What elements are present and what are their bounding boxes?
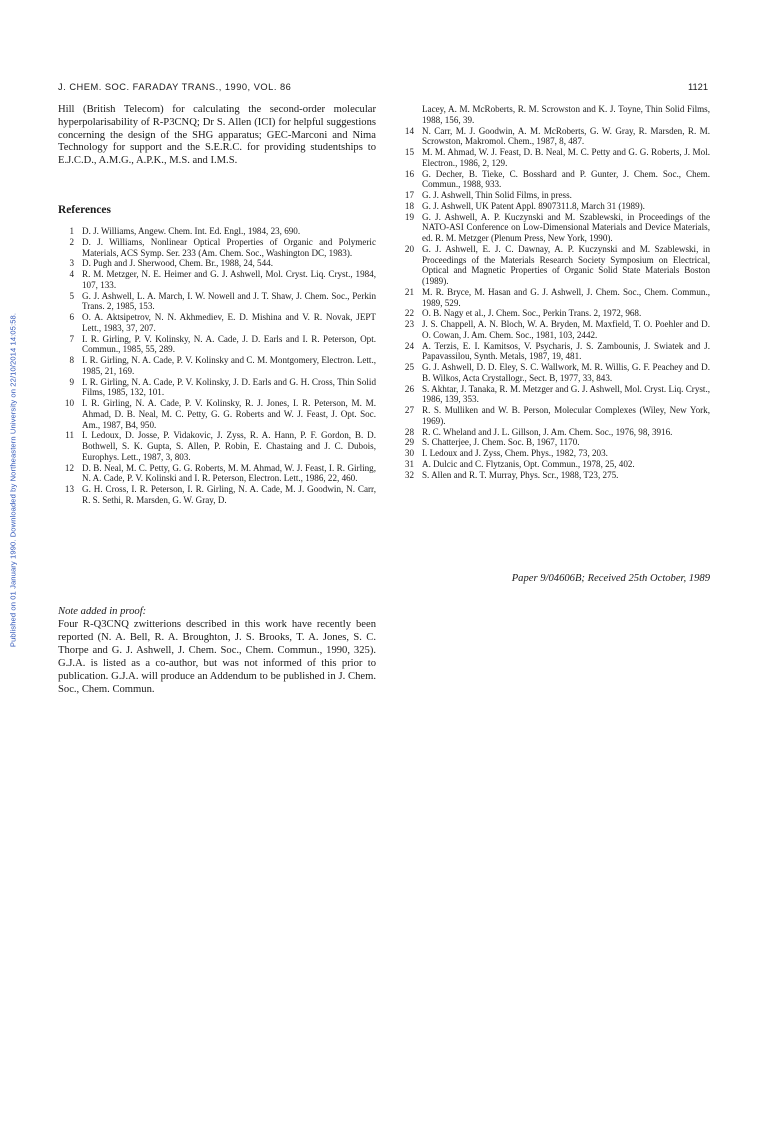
reference-text: I. R. Girling, N. A. Cade, P. V. Kolinsky, R. J. Jones, I. R. Peterson, M. M. Ahmad, D. B. Neal, M. C. Petty, G. G. Roberts and W. J. Feast, J. Opt. Soc. Am., 1987, B4, 950. <box>82 398 376 430</box>
reference-text: G. J. Ashwell, A. P. Kuczynski and M. Szablewski, in Proceedings of the NATO-ASI Conference on Low-Dimensional Materials and Device Materials, ed. R. M. Metzger (Plenum Press, New York, 1990). <box>422 211 710 243</box>
references-heading: References <box>58 204 111 216</box>
reference-list-right <box>398 104 710 480</box>
page-number: 1121 <box>688 82 708 92</box>
reference-item <box>398 147 710 169</box>
reference-item <box>58 258 376 269</box>
reference-item <box>58 398 376 430</box>
reference-text: G. Decher, B. Tieke, C. Bosshard and P. Gunter, J. Chem. Soc., Chem. Commun., 1988, 933. <box>422 168 710 190</box>
reference-number: 32 <box>404 469 414 480</box>
reference-item <box>398 308 710 319</box>
reference-item <box>398 341 710 363</box>
reference-text: J. S. Chappell, A. N. Bloch, W. A. Bryden, M. Maxfield, T. O. Poehler and D. O. Cowan, J. Am. Chem. Soc., 1981, 103, 2442. <box>422 319 710 340</box>
reference-text: R. S. Mulliken and W. B. Person, Molecular Complexes (Wiley, New York, 1969). <box>422 405 710 426</box>
reference-item <box>398 319 710 341</box>
reference-text: M. R. Bryce, M. Hasan and G. J. Ashwell, J. Chem. Soc., Chem. Commun., 1989, 529. <box>422 286 710 308</box>
reference-text: O. B. Nagy et al., J. Chem. Soc., Perkin Trans. 2, 1972, 968. <box>422 308 642 319</box>
reference-text: I. Ledoux, D. Josse, P. Vidakovic, J. Zyss, R. A. Hann, P. F. Gordon, B. D. Bothwell, S. K. Gupta, S. Allen, P. Robin, E. Chastaing and J. C. Dubois, Europhys. Lett., 1987, 3, 803. <box>82 430 376 462</box>
reference-number: 29 <box>404 437 414 448</box>
reference-number: 31 <box>404 458 414 469</box>
reference-item-continuation <box>398 104 710 126</box>
note-added-in-proof <box>58 605 376 696</box>
reference-item <box>58 355 376 377</box>
reference-number: 16 <box>404 168 414 179</box>
reference-item <box>58 269 376 291</box>
left-column <box>58 104 376 505</box>
reference-text: S. Akhtar, J. Tanaka, R. M. Metzger and G. J. Ashwell, Mol. Cryst. Liq. Cryst., 1986, 139, 353. <box>422 383 710 405</box>
reference-text: O. A. Aktsipetrov, N. N. Akhmediev, E. D. Mishina and V. R. Novak, JEPT Lett., 1983, 37, 207. <box>82 312 376 333</box>
reference-item <box>398 169 710 191</box>
reference-number: 17 <box>404 190 414 200</box>
reference-number: 11 <box>65 430 74 441</box>
reference-item <box>398 201 710 212</box>
reference-list-left <box>58 226 376 506</box>
reference-number: 13 <box>64 484 74 494</box>
reference-item <box>58 226 376 237</box>
running-header <box>58 82 708 96</box>
reference-text: G. J. Ashwell, E. J. C. Dawnay, A. P. Kuczynski and M. Szablewski, in Proceedings of the Materials Research Society Symposium on Electrical, Optical and Magnetic Properties of Organic Solid State Materials Boston (1989). <box>422 243 710 286</box>
reference-text: S. Chatterjee, J. Chem. Soc. B, 1967, 1170. <box>422 437 580 448</box>
download-watermark-text: Published on 01 January 1990. Downloaded by Northeastern University on 22/10/2014 14:05:58. <box>8 312 18 648</box>
reference-item <box>398 126 710 148</box>
reference-number: 6 <box>69 312 74 322</box>
reference-item <box>398 362 710 384</box>
reference-text: D. J. Williams, Nonlinear Optical Properties of Organic and Polymeric Materials, ACS Symp. Ser. 233 (Am. Chem. Soc., Washington DC, 1983). <box>82 236 376 258</box>
reference-item <box>398 384 710 406</box>
reference-text: R. C. Wheland and J. L. Gillson, J. Am. Chem. Soc., 1976, 98, 3916. <box>422 426 673 437</box>
note-body: Four R-Q3CNQ zwitterions described in this work have recently been reported (N. A. Bell, R. A. Broughton, J. S. Brooks, T. A. Jones, S. C. Thorpe and G. J. Ashwell, J. Chem. Soc., Chem. Commun., 1990, 325). G.J.A. is listed as a co-author, but was not informed of this prior to publication. G.J.A. will produce an Addendum to be published in J. Chem. Soc., Chem. Commun. <box>58 619 376 695</box>
reference-text: N. Carr, M. J. Goodwin, A. M. McRoberts, G. W. Gray, R. Marsden, R. M. Scrowston, Makromol. Chem., 1987, 8, 487. <box>422 125 710 147</box>
reference-text: D. Pugh and J. Sherwood, Chem. Br., 1988, 24, 544. <box>82 258 273 269</box>
reference-number: 14 <box>404 125 414 136</box>
reference-text: I. R. Girling, P. V. Kolinsky, N. A. Cade, J. D. Earls and I. R. Peterson, Opt. Commun., 1985, 55, 289. <box>82 333 376 355</box>
reference-item <box>398 470 710 481</box>
reference-text: Lacey, A. M. McRoberts, R. M. Scrowston and K. J. Toyne, Thin Solid Films, 1988, 156, 39. <box>422 104 710 125</box>
acknowledgement-paragraph: Hill (British Telecom) for calculating the second-order molecular hyperpolarisability of R-P3CNQ; Dr S. Allen (ICI) for helpful suggestions concerning the design of the SHG apparatus; GEC-Marconi and Nima Technology for support and the S.E.R.C. for providing studentships to E.J.C.D., A.M.G., A.P.K., M.S. and I.M.S. <box>58 104 376 167</box>
reference-text: M. M. Ahmad, W. J. Feast, D. B. Neal, M. C. Petty and G. G. Roberts, J. Mol. Electron., 1986, 2, 129. <box>422 147 710 168</box>
reference-number: 7 <box>69 333 74 344</box>
reference-number: 28 <box>404 426 414 437</box>
reference-number: 12 <box>64 462 74 473</box>
reference-number: 26 <box>404 383 414 394</box>
reference-item <box>398 459 710 470</box>
reference-number: 2 <box>69 236 74 247</box>
reference-number: 1 <box>69 226 74 236</box>
reference-text: I. R. Girling, N. A. Cade, P. V. Kolinsky, J. D. Earls and G. H. Cross, Thin Solid Films, 1985, 132, 101. <box>82 376 376 398</box>
reference-text: A. Dulcic and C. Flytzanis, Opt. Commun., 1978, 25, 402. <box>422 458 635 469</box>
reference-number: 4 <box>69 269 74 279</box>
reference-text: G. H. Cross, I. R. Peterson, I. R. Girling, N. A. Cade, M. J. Goodwin, N. Carr, R. S. Sethi, R. Marsden, G. W. Gray, D. <box>82 484 376 505</box>
reference-number: 15 <box>404 147 414 157</box>
reference-number: 3 <box>69 258 74 269</box>
reference-number: 25 <box>404 362 414 372</box>
reference-text: I. R. Girling, N. A. Cade, P. V. Kolinsky and C. M. Montgomery, Electron. Lett., 1985, 21, 169. <box>82 355 376 376</box>
reference-number: 24 <box>404 340 414 351</box>
reference-text: G. J. Ashwell, D. D. Eley, S. C. Wallwork, M. R. Willis, G. F. Peachey and D. B. Wilkos, Acta Crystallogr., Sect. B, 1977, 33, 843. <box>422 362 710 383</box>
reference-item <box>398 212 710 244</box>
reference-text: A. Terzis, E. I. Kamitsos, V. Psycharis, J. S. Zambounis, J. Swiatek and J. Papavassilou, Synth. Metals, 1987, 19, 481. <box>422 340 710 362</box>
reference-text: D. J. Williams, Angew. Chem. Int. Ed. Engl., 1984, 23, 690. <box>82 226 301 236</box>
reference-number: 23 <box>404 319 414 329</box>
reference-number: 22 <box>404 308 414 319</box>
reference-text: R. M. Metzger, N. E. Heimer and G. J. Ashwell, Mol. Cryst. Liq. Cryst., 1984, 107, 133. <box>82 269 376 290</box>
reference-item <box>58 334 376 356</box>
reference-number: 5 <box>69 290 74 301</box>
reference-text: I. Ledoux and J. Zyss, Chem. Phys., 1982, 73, 203. <box>422 448 608 458</box>
reference-item <box>58 291 376 313</box>
reference-number: 18 <box>404 200 414 211</box>
reference-item <box>58 463 376 485</box>
reference-number: 21 <box>404 286 414 297</box>
note-heading: Note added in proof: <box>58 606 147 617</box>
reference-item <box>398 244 710 287</box>
download-watermark <box>6 260 20 700</box>
reference-text: G. J. Ashwell, UK Patent Appl. 8907311.8, March 31 (1989). <box>422 200 645 211</box>
reference-number: 9 <box>69 376 74 387</box>
reference-number: 27 <box>404 405 414 415</box>
reference-item <box>58 377 376 399</box>
reference-text: D. B. Neal, M. C. Petty, G. G. Roberts, M. M. Ahmad, W. J. Feast, I. R. Girling, N. A. Cade, P. V. Kolinski and I. R. Peterson, Electron. Lett., 1986, 22, 460. <box>82 462 376 484</box>
reference-item <box>58 237 376 259</box>
reference-item <box>398 448 710 459</box>
journal-citation: J. CHEM. SOC. FARADAY TRANS., 1990, VOL. 86 <box>58 82 292 92</box>
reference-item <box>58 484 376 506</box>
reference-item <box>398 405 710 427</box>
reference-item <box>398 437 710 448</box>
reference-text: G. J. Ashwell, L. A. March, I. W. Nowell and J. T. Shaw, J. Chem. Soc., Perkin Trans. 2, 1985, 153. <box>82 290 376 312</box>
reference-number: 19 <box>404 211 414 222</box>
reference-number: 20 <box>404 243 414 254</box>
reference-text: S. Allen and R. T. Murray, Phys. Scr., 1988, T23, 275. <box>422 469 619 480</box>
reference-item <box>58 430 376 462</box>
reference-item <box>58 312 376 334</box>
reference-number: 30 <box>404 448 414 458</box>
reference-number: 8 <box>69 355 74 365</box>
reference-item <box>398 287 710 309</box>
reference-number: 10 <box>64 398 74 408</box>
reference-text: G. J. Ashwell, Thin Solid Films, in press. <box>422 190 572 200</box>
reference-item <box>398 427 710 438</box>
paper-receipt: Paper 9/04606B; Received 25th October, 1989 <box>511 573 710 584</box>
reference-item <box>398 190 710 201</box>
